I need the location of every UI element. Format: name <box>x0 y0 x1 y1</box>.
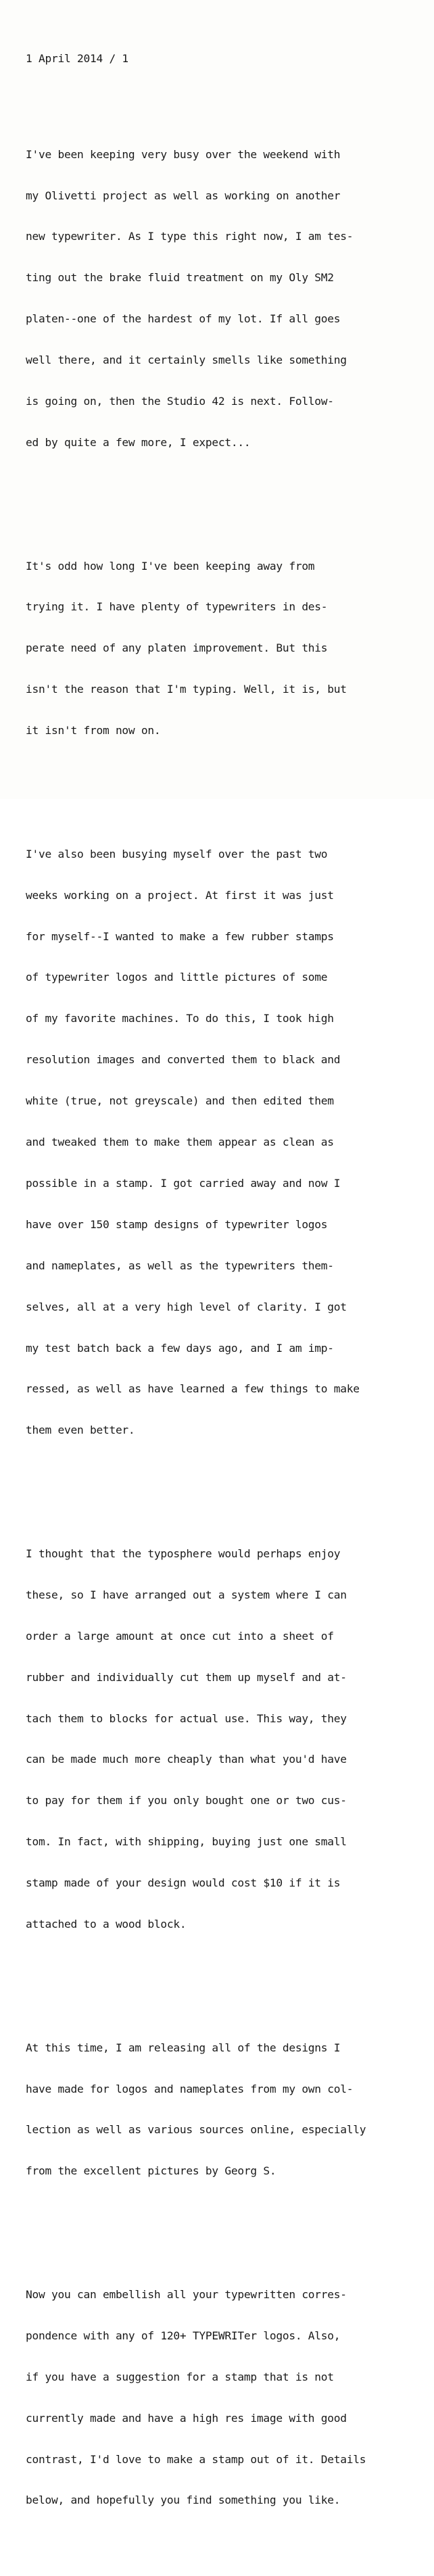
text-line: lection as well as various sources online, especially <box>26 2123 366 2137</box>
text-line: possible in a stamp. I got carried away and now I <box>26 1176 341 1190</box>
text-line: well there, and it certainly smells like something <box>26 354 347 367</box>
text-line: if you have a suggestion for a stamp that is not <box>26 2370 334 2383</box>
text-line: my test batch back a few days ago, and I am imp- <box>26 1341 334 1355</box>
typed-letter <box>26 24 431 2576</box>
text-line: ressed, as well as have learned a few things to make <box>26 1382 360 1396</box>
text-line: tach them to blocks for actual use. This way, they <box>26 1711 347 1725</box>
text-line: them even better. <box>26 1424 135 1437</box>
paragraph-2 <box>26 532 431 765</box>
text-line: perate need of any platen improvement. But this <box>26 641 328 655</box>
text-line: resolution images and converted them to black and <box>26 1053 341 1067</box>
paragraph-6 <box>26 2260 431 2535</box>
text-line: Now you can embellish all your typewritten corres- <box>26 2287 347 2301</box>
text-line: pondence with any of 120+ TYPEWRITer logos. Also, <box>26 2329 341 2342</box>
date-header: 1 April 2014 / 1 <box>26 51 128 65</box>
text-line: of typewriter logos and little pictures of some <box>26 971 328 984</box>
text-line: isn't the reason that I'm typing. Well, it is, but <box>26 683 347 696</box>
text-line: platen--one of the hardest of my lot. If all goes <box>26 312 341 326</box>
paragraph-1 <box>26 120 431 477</box>
text-line: contrast, I'd love to make a stamp out of it. Details <box>26 2452 366 2466</box>
text-line: white (true, not greyscale) and then edited them <box>26 1094 334 1108</box>
text-line: stamp made of your design would cost $10 if it is <box>26 1876 341 1890</box>
text-line: is going on, then the Studio 42 is next. Follow- <box>26 395 334 408</box>
paragraph-4 <box>26 1520 431 1959</box>
text-line: for myself--I wanted to make a few rubber stamps <box>26 929 334 943</box>
text-line: trying it. I have plenty of typewriters in des- <box>26 600 328 614</box>
text-line: my Olivetti project as well as working on another <box>26 189 341 202</box>
paragraph-5 <box>26 2014 431 2206</box>
text-line: to pay for them if you only bought one or two cus- <box>26 1794 347 1807</box>
text-line: tom. In fact, with shipping, buying just one small <box>26 1835 347 1849</box>
text-line: At this time, I am releasing all of the designs I <box>26 2041 341 2054</box>
text-line: below, and hopefully you find something you like. <box>26 2494 341 2507</box>
text-line: and nameplates, as well as the typewriters them- <box>26 1259 334 1272</box>
text-line: It's odd how long I've been keeping away from <box>26 559 315 573</box>
text-line: have made for logos and nameplates from my own col- <box>26 2082 354 2095</box>
text-line: ting out the brake fluid treatment on my Oly SM2 <box>26 271 334 285</box>
text-line: order a large amount at once cut into a sheet of <box>26 1629 334 1643</box>
text-line: weeks working on a project. At first it was just <box>26 888 334 902</box>
text-line: selves, all at a very high level of clarity. I got <box>26 1300 347 1313</box>
paragraph-3 <box>26 820 431 1465</box>
text-line: ed by quite a few more, I expect... <box>26 435 251 449</box>
text-line: new typewriter. As I type this right now, I am tes- <box>26 230 354 243</box>
text-line: it isn't from now on. <box>26 724 161 737</box>
text-line: rubber and individually cut them up myself and at- <box>26 1670 347 1684</box>
text-line: of my favorite machines. To do this, I took high <box>26 1012 334 1025</box>
text-line: attached to a wood block. <box>26 1917 187 1930</box>
text-line: I've also been busying myself over the past two <box>26 847 328 860</box>
text-line: have over 150 stamp designs of typewriter logos <box>26 1217 328 1231</box>
text-line: I thought that the typosphere would perhaps enjoy <box>26 1547 341 1560</box>
text-line: and tweaked them to make them appear as clean as <box>26 1136 334 1149</box>
text-line: can be made much more cheaply than what you'd have <box>26 1753 347 1766</box>
text-line: I've been keeping very busy over the weekend with <box>26 147 341 161</box>
text-line: from the excellent pictures by Georg S. <box>26 2164 276 2178</box>
text-line: currently made and have a high res image with good <box>26 2411 347 2425</box>
text-line: these, so I have arranged out a system where I can <box>26 1588 347 1601</box>
